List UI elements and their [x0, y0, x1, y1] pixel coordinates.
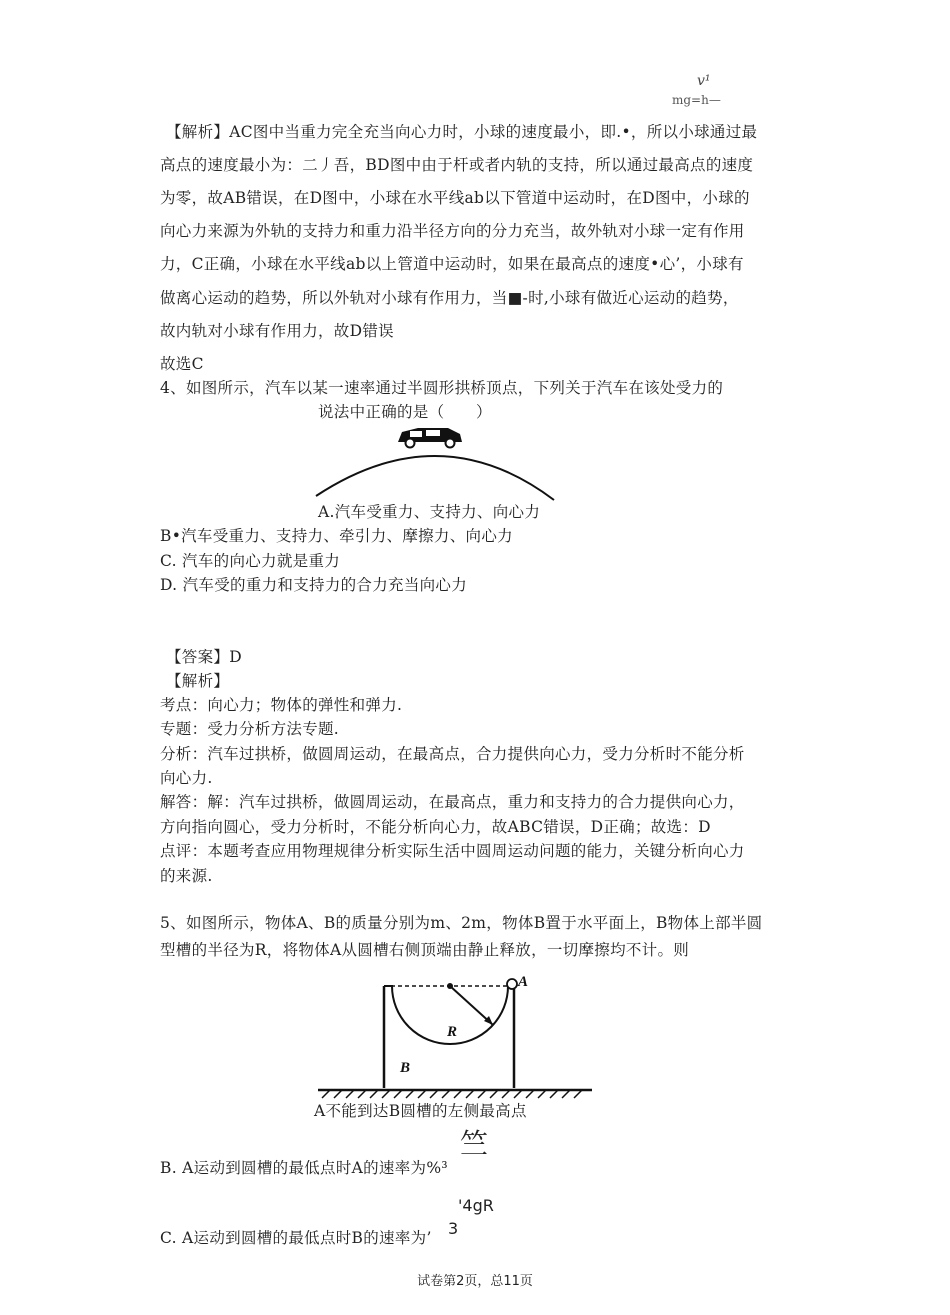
q4-analysis-line-5: 解答：解：汽车过拱桥，做圆周运动，在最高点，重力和支持力的合力提供向心力，	[160, 793, 745, 811]
q5-stem-2: 型槽的半径为R，将物体A从圆槽右侧顶端由静止释放，一切摩擦均不计。则	[160, 941, 690, 959]
q3-analysis-line-3: 为零，故AB错误，在D图中，小球在水平线ab以下管道中运动时，在D图中，小球的	[160, 189, 750, 207]
q4-option-c: C. 汽车的向心力就是重力	[160, 552, 341, 570]
q4-analysis-line-8: 的来源.	[160, 867, 213, 885]
q5-formula-c-sub: 3	[448, 1219, 459, 1238]
q5-formula-c-top: '4gR	[458, 1196, 494, 1215]
car-icon	[398, 428, 462, 448]
formula-mg: mg=h—	[672, 93, 721, 107]
bridge-arch	[316, 456, 554, 500]
semicircle-groove-figure	[312, 972, 602, 1102]
q4-analysis-line-3: 分析：汽车过拱桥，做圆周运动，在最高点，合力提供向心力，受力分析时不能分析	[160, 745, 745, 763]
q3-analysis-line-4: 向心力来源为外轨的支持力和重力沿半径方向的分力充当，故外轨对小球一定有作用	[160, 222, 745, 240]
q4-option-a: A.汽车受重力、支持力、向心力	[318, 503, 541, 521]
formula-v: v¹	[697, 73, 711, 89]
label-a: A	[518, 974, 529, 990]
q5-stem-1: 5、如图所示，物体A、B的质量分别为m、2m，物体B置于水平面上，B物体上部半圆	[160, 914, 763, 932]
q4-option-d: D. 汽车受的重力和支持力的合力充当向心力	[160, 576, 468, 594]
q4-analysis-line-4: 向心力.	[160, 769, 213, 787]
q4-analysis-line-6: 方向指向圆心，受力分析时，不能分析向心力，故ABC错误，D正确；故选：D	[160, 818, 711, 836]
arch-bridge-figure	[310, 420, 570, 505]
q4-analysis-line-7: 点评：本题考查应用物理规律分析实际生活中圆周运动问题的能力，关键分析向心力	[160, 842, 745, 860]
q3-analysis-line-5: 力，C正确，小球在水平线ab以上管道中运动时，如果在最高点的速度•心’，小球有	[160, 255, 744, 273]
q4-option-b: B•汽车受重力、支持力、牵引力、摩擦力、向心力	[160, 527, 513, 545]
q5-option-c: C. A运动到圆槽的最低点时B的速率为’	[160, 1229, 432, 1247]
q4-analysis-line-2: 专题：受力分析方法专题.	[160, 720, 340, 738]
q3-analysis-line-6: 做离心运动的趋势，所以外轨对小球有作用力，当■-时,小球有做近心运动的趋势，	[160, 289, 739, 307]
page-footer: 试卷第2页，总11页	[417, 1274, 533, 1289]
q4-analysis-line-1: 考点：向心力；物体的弹性和弹力.	[160, 696, 403, 714]
object-a-ball	[507, 979, 517, 989]
q5-glyph: 竺	[460, 1127, 489, 1160]
q3-analysis-line-1: 【解析】AC图中当重力完全充当向心力时，小球的速度最小，即.•，所以小球通过最	[166, 123, 758, 141]
label-b: B	[400, 1060, 411, 1076]
q4-stem-1: 4、如图所示，汽车以某一速率通过半圆形拱桥顶点，下列关于汽车在该处受力的	[160, 379, 724, 397]
q4-answer: 【答案】D	[166, 648, 242, 666]
q5-option-a: A不能到达B圆槽的左侧最高点	[314, 1102, 527, 1120]
q5-option-b: B. A运动到圆槽的最低点时A的速率为%³	[160, 1159, 448, 1177]
label-r: R	[447, 1024, 458, 1040]
q4-analysis-head: 【解析】	[166, 672, 230, 690]
q3-analysis-line-2: 高点的速度最小为：二丿吾，BD图中由于杆或者内轨的支持，所以通过最高点的速度	[160, 156, 754, 174]
q3-analysis-line-7: 故内轨对小球有作用力，故D错误	[160, 322, 394, 340]
q3-conclusion: 故选C	[160, 355, 204, 373]
q4-stem-2: 说法中正确的是（ ）	[318, 403, 492, 421]
